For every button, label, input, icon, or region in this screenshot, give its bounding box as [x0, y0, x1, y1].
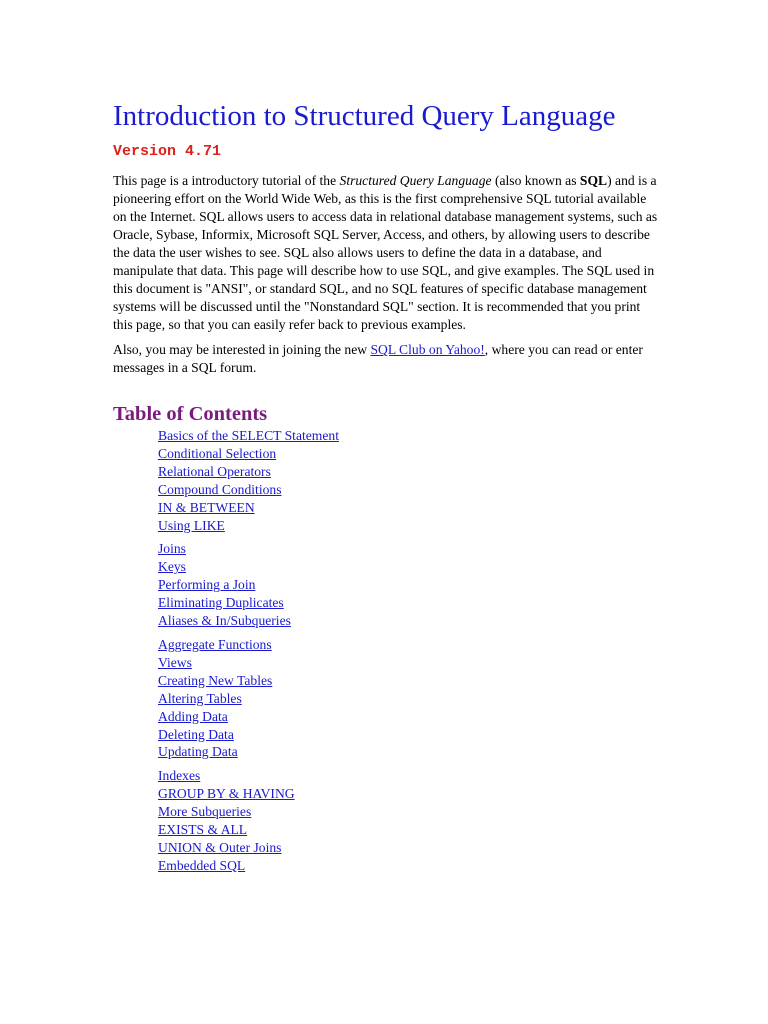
club-text-start: Also, you may be interested in joining the new: [113, 342, 371, 357]
toc-link[interactable]: Aliases & In/Subqueries: [158, 613, 291, 629]
toc-link[interactable]: Embedded SQL: [158, 857, 246, 873]
document-page: [113, 98, 658, 875]
toc-link[interactable]: Basics of the SELECT Statement: [158, 428, 339, 443]
intro-bold-term: SQL: [579, 173, 608, 188]
toc-link[interactable]: Views: [158, 654, 192, 670]
page-title: Introduction to Structured Query Language: [113, 100, 616, 132]
toc-group: [158, 540, 658, 630]
toc-link[interactable]: IN & BETWEEN: [158, 499, 255, 515]
toc-link[interactable]: Deleting Data: [158, 726, 234, 742]
intro-italic-term: Structured Query Language: [339, 173, 492, 188]
toc-link[interactable]: More Subqueries: [158, 804, 252, 820]
toc-link[interactable]: Relational Operators: [158, 463, 271, 479]
toc-link[interactable]: Performing a Join: [158, 577, 256, 593]
toc-group: [158, 636, 658, 761]
toc-link[interactable]: EXISTS & ALL: [158, 822, 248, 838]
intro-text-mid: (also known as: [491, 173, 580, 188]
toc-group: [158, 767, 658, 874]
version-label: Version 4.71: [113, 143, 222, 160]
toc-link[interactable]: Aggregate Functions: [158, 636, 272, 652]
toc-heading: Table of Contents: [113, 403, 268, 425]
toc-link[interactable]: Conditional Selection: [158, 445, 277, 461]
toc-link[interactable]: Keys: [158, 559, 186, 575]
toc-link[interactable]: GROUP BY & HAVING: [158, 786, 295, 802]
toc-link[interactable]: Updating Data: [158, 744, 238, 760]
intro-text-rest: ) and is a pioneering effort on the World Wide Web, as this is the first comprehensive SQL tutorial available on the Internet. SQL allows users to access data in relational database management systems, such as Oracle, Sybase, Informix, Microsoft SQL Server, Access, and others, by allowing users to describe the data the user wishes to see. SQL also allows users to define the data in a database, and manipulate that data. This page will describe how to use SQL, and give examples. The SQL used in this document is "ANSI", or standard SQL, and no SQL features of specific database management systems will be discussed until the "Nonstandard SQL" section. It is recommended that you print this page, so that you can easily refer back to previous examples.: [113, 173, 658, 332]
toc-link[interactable]: Compound Conditions: [158, 481, 282, 497]
toc-link[interactable]: UNION & Outer Joins: [158, 839, 282, 855]
toc-link[interactable]: Altering Tables: [158, 690, 242, 706]
sql-club-link[interactable]: SQL Club on Yahoo!: [370, 342, 485, 357]
table-of-contents: [158, 427, 658, 875]
intro-text-start: This page is a introductory tutorial of the: [113, 173, 340, 188]
toc-link[interactable]: Eliminating Duplicates: [158, 595, 284, 611]
toc-group: [158, 427, 658, 534]
club-text-end: , where you can read or enter messages in a SQL forum.: [113, 342, 643, 375]
toc-link[interactable]: Using LIKE: [158, 517, 225, 533]
toc-link[interactable]: Creating New Tables: [158, 672, 273, 688]
toc-link[interactable]: Joins: [158, 541, 186, 557]
toc-link[interactable]: Indexes: [158, 768, 201, 784]
club-paragraph: [113, 341, 658, 377]
intro-paragraph: [113, 172, 658, 334]
toc-link[interactable]: Adding Data: [158, 708, 228, 724]
